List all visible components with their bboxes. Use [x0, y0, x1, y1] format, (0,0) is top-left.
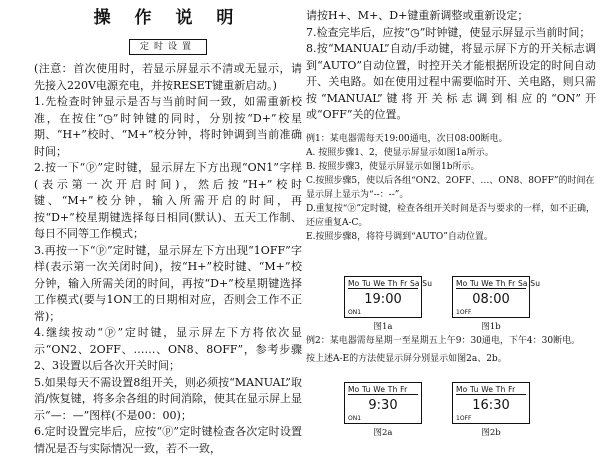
lcd-time: 08:00: [472, 292, 510, 307]
weekday-row: Mo Tu We Th Fr Sa Su: [348, 279, 433, 288]
figure-1a: [344, 276, 433, 332]
figure-caption: 图1a: [373, 322, 393, 332]
example-1-figures: [344, 276, 541, 332]
weekday-row: Mo Tu We Th Fr Sa Su: [456, 279, 541, 288]
program-indicator: ON1: [348, 309, 362, 316]
example-2-line: 按上述A-E的方法使显示屏分别显示如图2a、2b。: [306, 354, 507, 364]
example-2-text: [306, 334, 596, 366]
example-1-item-e: E.按照步骤8，将符号调到“AUTO”自动位置。: [306, 231, 493, 242]
example-2-heading: 例2：某电器需每星期一至星期五上午9：30通电，下午4：30断电。: [306, 336, 581, 346]
step-6: 6.定时设置完毕后，应按“ⓟ”定时键检查各次定时设置情况是否与实际情况一致，若不一致，: [34, 425, 302, 455]
figure-2a: [344, 382, 422, 438]
lcd-display: [452, 276, 541, 318]
example-1-heading: 例1：某电器需每天19:00通电，次日08:00断电。: [306, 133, 508, 144]
page-title: 操 作 说 明: [93, 8, 243, 28]
step-3: 3.再按一下“ⓟ”定时键，显示屏左下方出现“1OFF”字样(表示第一次关闭时间)，按“H+”校时键、“M+”校分钟，输入所需关闭的时间，再按“D+”校星期键选择工作模式(要与1ON工的日期相对应，否则会工作不正常)；: [34, 243, 302, 323]
lcd-display: [344, 276, 433, 318]
program-indicator: 1OFF: [456, 415, 472, 422]
step-6-continued: 请按H+、M+、D+键重新调整或重新设定；: [306, 9, 529, 22]
lcd-time: 16:30: [472, 398, 510, 413]
figure-caption: 图1b: [481, 322, 501, 332]
step-2: 2.按一下“ⓟ”定时键，显示屏左下方出现“ON1”字样(表示第一次开启时间)，然后按“H+”校时键、“M+”校分钟，输入所需开启的时间，再按“D+”校星期键选择每日相同(默认)、五天工作制、每日不同等工作模式；: [34, 161, 302, 240]
step-8: 8.按“MANUAL”自动/手动键，将显示屏下方的开关标志调到“AUTO”自动位置，时控开关才能根据所设定的时间自动开、关电路。如在使用过程中需要临时开、关电路，则只需按“MANUAL”键将开关标志调到相应的“ON”开或“OFF”关的位置。: [306, 42, 596, 121]
figure-caption: 图2b: [481, 428, 501, 438]
instructions-left-column: [34, 0, 302, 457]
step-5: 5.如果每天不需设置8组开关，则必须按“MANUAL”取消/恢复键，将多余各组的时间消除，使其在显示屏上显示“—：—”图样(不是00：00)；: [34, 375, 302, 422]
divider: [348, 288, 418, 289]
example-1-item-a: A. 按照步骤1、2，使显示屏显示如图1a所示。: [306, 147, 494, 158]
program-indicator: 1OFF: [456, 309, 472, 316]
program-indicator: ON1: [348, 415, 362, 422]
divider: [456, 288, 526, 289]
weekday-row: Mo Tu We Th Fr: [348, 385, 408, 394]
example-2-figures: [344, 382, 530, 438]
step-7: 7.检查完毕后，应按“◷”时钟键，使显示屏显示当前时间；: [306, 25, 591, 39]
lcd-display: [452, 382, 530, 424]
instructions-right-column: [306, 0, 596, 244]
lcd-time: 19:00: [364, 292, 402, 307]
section-subtitle: 定时设置: [129, 39, 207, 55]
example-1-item-d: D.重复按“ⓟ”定时键，检查各组开关时间是否与要求的一样，如不正确，还应重复A-C。: [306, 203, 595, 228]
divider: [348, 394, 418, 395]
figure-1b: [452, 276, 541, 332]
lcd-display: [344, 382, 422, 424]
lcd-time: 9:30: [368, 398, 398, 413]
subtitle-box: [34, 34, 302, 55]
step-1: 1.先检查时钟显示是否与当前时间一致，如需重新校准，在按住“◷”时钟键的同时，分别按“D+”校星期、“H+”校时、“M+”校分钟，将时钟调到当前准确时间；: [34, 95, 302, 158]
usage-note: (注意：首次使用时，若显示屏显示不清或无显示，请先接入220V电源充电，并按RESET键重新启动。): [34, 62, 302, 92]
example-1-item-c: C.按照步骤5，使以后各组“ON2、2OFF、…、ON8、8OFF”的时间在显示屏上显示为“--：--”。: [306, 175, 595, 200]
figure-2b: [452, 382, 530, 438]
figure-caption: 图2a: [373, 428, 393, 438]
divider: [456, 394, 526, 395]
weekday-row: Mo Tu We Th Fr: [456, 385, 516, 394]
step-4: 4.继续按动“ⓟ”定时键，显示屏左下方将依次显示“ON2、2OFF、……、ON8、8OFF”，参考步骤2、3设置以后各次开关时间；: [34, 326, 302, 372]
example-1-item-b: B. 按照步骤3，使显示屏显示如图1b所示。: [306, 161, 480, 172]
